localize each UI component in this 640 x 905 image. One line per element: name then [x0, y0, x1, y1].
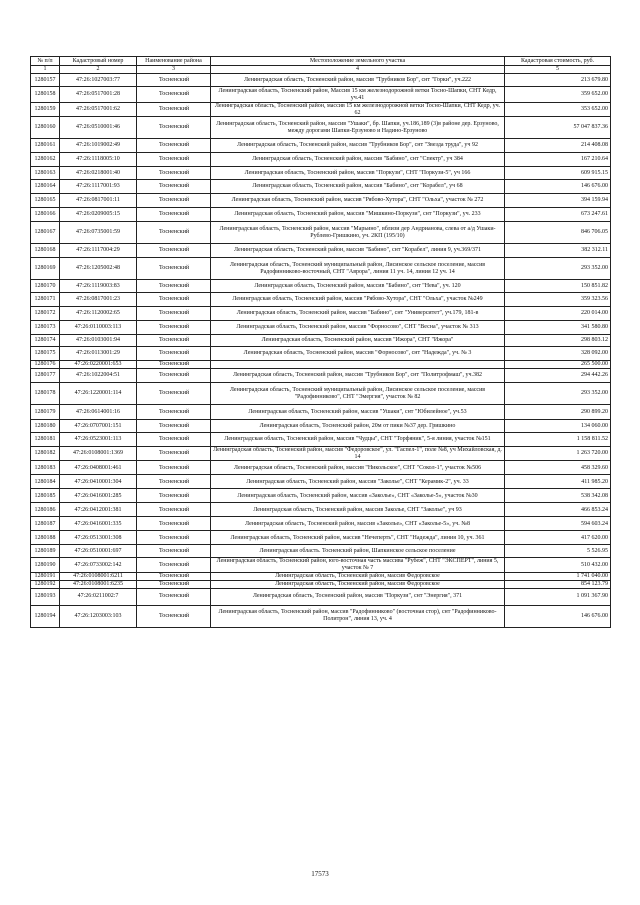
- column-index-1: 1: [31, 66, 60, 74]
- cadastral-value-cell: 510 432.00: [505, 558, 611, 572]
- district-name-cell: Тосненский: [137, 321, 211, 335]
- row-number-cell: 1280177: [31, 369, 60, 383]
- district-name-cell: Тосненский: [137, 293, 211, 307]
- cadastral-number-cell: 47:26:0110003:113: [60, 321, 137, 335]
- location-cell: Ленинградская область, Тосненский район, массив "Бабино", снт "Спектр", уч 384: [211, 153, 505, 167]
- district-name-cell: Тосненский: [137, 335, 211, 347]
- location-cell: [211, 361, 505, 369]
- district-name-cell: Тосненский: [137, 588, 211, 605]
- district-name-cell: Тосненский: [137, 244, 211, 258]
- cadastral-value-cell: 1 741 040.00: [505, 572, 611, 580]
- district-name-cell: Тосненский: [137, 461, 211, 475]
- table-row: [31, 588, 611, 605]
- district-name-cell: Тосненский: [137, 87, 211, 103]
- cadastral-number-cell: 47:26:0113001:29: [60, 347, 137, 361]
- table-header-row: [31, 57, 611, 66]
- table-row: [31, 531, 611, 545]
- cadastral-number-cell: 47:26:0408001:461: [60, 461, 137, 475]
- cadastral-value-cell: 538 342.08: [505, 489, 611, 503]
- row-number-cell: 1280194: [31, 605, 60, 627]
- row-number-cell: 1280174: [31, 335, 60, 347]
- district-name-cell: Тосненский: [137, 194, 211, 208]
- location-cell: Ленинградская область, Тосненский район, массив "Радофинниково" (восточная стор), снт "Радофинниково-Политрон", линия 13, уч. 4: [211, 605, 505, 627]
- table-row: [31, 361, 611, 369]
- location-cell: Ленинградская область, Тосненский район, массив "Мишкино-Поркузи", снт "Поркузи", уч. 233: [211, 208, 505, 222]
- table-row: [31, 447, 611, 461]
- location-cell: Ленинградская область, Тосненский район, массив "Чудцы", СНТ "Торфяник", 5-я линия, участок №151: [211, 433, 505, 447]
- table-row: [31, 489, 611, 503]
- cadastral-number-cell: 47:26:0410001:304: [60, 475, 137, 489]
- district-name-cell: Тосненский: [137, 74, 211, 87]
- district-name-cell: Тосненский: [137, 208, 211, 222]
- row-number-cell: 1280160: [31, 117, 60, 139]
- cadastral-value-cell: 214 408.08: [505, 139, 611, 153]
- district-name-cell: Тосненский: [137, 307, 211, 321]
- cadastral-value-cell: 382 312.11: [505, 244, 611, 258]
- cadastral-value-cell: 673 247.61: [505, 208, 611, 222]
- row-number-cell: 1280192: [31, 580, 60, 588]
- location-cell: Ленинградская область, Тосненский район, массив Федоровское: [211, 580, 505, 588]
- district-name-cell: Тосненский: [137, 545, 211, 558]
- location-cell: Ленинградская область, Тосненский район, массив Заколье, СНТ "Заколье", уч 93: [211, 503, 505, 517]
- location-cell: Ленинградская область, Тосненский муниципальный район, Лисинское сельское поселение, массив Радофинниково-восточный, СНТ "Аврора", линия 11 уч. 14, линия 12 уч. 14: [211, 258, 505, 280]
- cadastral-number-cell: 47:26:0707001:151: [60, 420, 137, 433]
- table-row: [31, 517, 611, 531]
- row-number-cell: 1280168: [31, 244, 60, 258]
- cadastral-number-cell: 47:26:1220001:114: [60, 383, 137, 405]
- cadastral-value-cell: 294 442.26: [505, 369, 611, 383]
- cadastral-value-cell: 167 210.64: [505, 153, 611, 167]
- district-name-cell: Тосненский: [137, 139, 211, 153]
- location-cell: Ленинградская область, Тосненский район, массив "Бабино", снт "Корабел", уч 68: [211, 180, 505, 194]
- row-number-cell: 1280189: [31, 545, 60, 558]
- cadastral-number-cell: 47:26:1022004:51: [60, 369, 137, 383]
- cadastral-number-cell: 47:26:0510001:46: [60, 117, 137, 139]
- row-number-cell: 1280179: [31, 405, 60, 420]
- cadastral-number-cell: 47:26:0510001:697: [60, 545, 137, 558]
- cadastral-value-cell: 359 652.00: [505, 87, 611, 103]
- location-cell: Ленинградская область, Тосненский район, массив «Заколье», СНТ «Заколье-5», уч. №8: [211, 517, 505, 531]
- cadastral-number-cell: 47:26:1019002:49: [60, 139, 137, 153]
- table-row: [31, 605, 611, 627]
- cadastral-number-cell: 47:26:0733002:142: [60, 558, 137, 572]
- row-number-cell: 1280186: [31, 503, 60, 517]
- district-name-cell: Тосненский: [137, 489, 211, 503]
- cadastral-value-cell: 417 620.00: [505, 531, 611, 545]
- location-cell: Ленинградская область, Тосненский район, массив "Бабино", снт "Корабел", линия 9, уч.369/371: [211, 244, 505, 258]
- cadastral-number-cell: 47:26:0218001:40: [60, 167, 137, 180]
- header-cadastral-value: Кадастровая стоимость, руб.: [505, 57, 611, 66]
- location-cell: Ленинградская область, Тосненский район, массив "Марьино", вблизи дер Андрианова, слева от а/д Ушаки-Рублево-Гришкино, уч. 2КП (195/10): [211, 222, 505, 244]
- cadastral-value-cell: 1 263 720.00: [505, 447, 611, 461]
- location-cell: Ленинградская область, Тосненский район, массив «Заколье», СНТ «Заколье-5», участок №30: [211, 489, 505, 503]
- location-cell: Ленинградская область, Тосненский район, массив "Федоровское", ул. "Гаспел-1", поле №8, уч Михайловская, д. 14: [211, 447, 505, 461]
- location-cell: Ленинградская область, Тосненский район, массив "Заколье", СНТ "Керамик-2", уч. 33: [211, 475, 505, 489]
- row-number-cell: 1280161: [31, 139, 60, 153]
- cadastral-number-cell: 47:26:0523001:113: [60, 433, 137, 447]
- column-index-3: 3: [137, 66, 211, 74]
- location-cell: Ленинградская область, Тосненский район, массив "Рябово-Хутора", СНТ "Ольха", участок № 272: [211, 194, 505, 208]
- cadastral-number-cell: 47:26:0614001:16: [60, 405, 137, 420]
- cadastral-value-cell: 846 706.05: [505, 222, 611, 244]
- column-index-5: 5: [505, 66, 611, 74]
- table-row: [31, 103, 611, 117]
- district-name-cell: Тосненский: [137, 280, 211, 293]
- table-row: [31, 420, 611, 433]
- table-row: [31, 74, 611, 87]
- district-name-cell: Тосненский: [137, 222, 211, 244]
- district-name-cell: Тосненский: [137, 420, 211, 433]
- location-cell: Ленинградская область. Тосненский район, Шапкинское сельское поселение: [211, 545, 505, 558]
- row-number-cell: 1280171: [31, 293, 60, 307]
- table-row: [31, 433, 611, 447]
- row-number-cell: 1280184: [31, 475, 60, 489]
- row-number-cell: 1280193: [31, 588, 60, 605]
- cadastral-number-cell: 47:26:1205002:48: [60, 258, 137, 280]
- district-name-cell: Тосненский: [137, 383, 211, 405]
- row-number-cell: 1280190: [31, 558, 60, 572]
- cadastral-value-cell: 341 580.80: [505, 321, 611, 335]
- cadastral-value-cell: 298 803.12: [505, 335, 611, 347]
- table-row: [31, 208, 611, 222]
- row-number-cell: 1280176: [31, 361, 60, 369]
- row-number-cell: 1280175: [31, 347, 60, 361]
- district-name-cell: Тосненский: [137, 369, 211, 383]
- row-number-cell: 1280181: [31, 433, 60, 447]
- district-name-cell: Тосненский: [137, 258, 211, 280]
- table-row: [31, 117, 611, 139]
- cadastral-number-cell: 47:26:0517001:28: [60, 87, 137, 103]
- district-name-cell: Тосненский: [137, 433, 211, 447]
- table-row: [31, 280, 611, 293]
- table-row: [31, 153, 611, 167]
- cadastral-value-cell: 466 853.24: [505, 503, 611, 517]
- location-cell: Ленинградская область, Тосненский район, массив Федоровское: [211, 572, 505, 580]
- cadastral-value-cell: 134 060.00: [505, 420, 611, 433]
- cadastral-number-cell: 47:26:0412001:381: [60, 503, 137, 517]
- location-cell: Ленинградская область, Тосненский район, массив "Ушаки", снт "Юбилейное", уч.53: [211, 405, 505, 420]
- cadastral-value-cell: 220 014.00: [505, 307, 611, 321]
- location-cell: Ленинградская область, Тосненский район, массив "Ижора", СНТ "Ижора": [211, 335, 505, 347]
- table-row: [31, 558, 611, 572]
- cadastral-value-cell: 57 047 837.36: [505, 117, 611, 139]
- cadastral-number-cell: 47:26:0735001:59: [60, 222, 137, 244]
- cadastral-value-cell: 411 985.20: [505, 475, 611, 489]
- district-name-cell: Тосненский: [137, 605, 211, 627]
- location-cell: Ленинградская область, Тосненский район, массив "Трубников Бор", снт "Звезда труда", уч 92: [211, 139, 505, 153]
- district-name-cell: Тосненский: [137, 405, 211, 420]
- table-row: [31, 194, 611, 208]
- row-number-cell: 1280172: [31, 307, 60, 321]
- cadastral-value-cell: 213 679.80: [505, 74, 611, 87]
- cadastral-value-cell: 458 329.60: [505, 461, 611, 475]
- location-cell: Ленинградская область, Тосненский район, массив "Трубников Бор", снт "Горки", уч.222: [211, 74, 505, 87]
- district-name-cell: Тосненский: [137, 580, 211, 588]
- row-number-cell: 1280166: [31, 208, 60, 222]
- table-row: [31, 405, 611, 420]
- header-number: № п/п: [31, 57, 60, 66]
- district-name-cell: Тосненский: [137, 361, 211, 369]
- cadastral-number-cell: 47:26:0108001:1369: [60, 447, 137, 461]
- row-number-cell: 1280164: [31, 180, 60, 194]
- cadastral-value-cell: 854 123.79: [505, 580, 611, 588]
- row-number-cell: 1280183: [31, 461, 60, 475]
- location-cell: Ленинградская область, Тосненский район, массив 15 км железнодорожной ветки Тосно-Шапки, СНТ Кедр, уч. 62: [211, 103, 505, 117]
- cadastral-value-cell: 1 091 367.90: [505, 588, 611, 605]
- table-body: [31, 74, 611, 628]
- row-number-cell: 1280157: [31, 74, 60, 87]
- cadastral-value-cell: 146 676.00: [505, 605, 611, 627]
- cadastral-value-table: [30, 56, 611, 628]
- table-row: [31, 475, 611, 489]
- table-row: [31, 258, 611, 280]
- cadastral-value-cell: 293 352.00: [505, 383, 611, 405]
- table-row: [31, 503, 611, 517]
- table-row: [31, 180, 611, 194]
- cadastral-value-cell: 293 352.00: [505, 258, 611, 280]
- table-row: [31, 461, 611, 475]
- row-number-cell: 1280182: [31, 447, 60, 461]
- cadastral-number-cell: 47:26:0108001:6211: [60, 572, 137, 580]
- row-number-cell: 1280167: [31, 222, 60, 244]
- cadastral-value-cell: 328 092.00: [505, 347, 611, 361]
- location-cell: Ленинградская область, Тосненский район, массив "Бабино", снт "Университет", уч.179, 181-в: [211, 307, 505, 321]
- location-cell: Ленинградская область, Тосненский район, массив "Поркузи", снт "Энергия", 371: [211, 588, 505, 605]
- cadastral-value-cell: 150 851.82: [505, 280, 611, 293]
- row-number-cell: 1280169: [31, 258, 60, 280]
- cadastral-value-cell: 265 500.00: [505, 361, 611, 369]
- table-row: [31, 87, 611, 103]
- cadastral-value-cell: 146 676.00: [505, 180, 611, 194]
- district-name-cell: Тосненский: [137, 447, 211, 461]
- cadastral-number-cell: 47:26:0817001:23: [60, 293, 137, 307]
- cadastral-number-cell: 47:26:1119003:83: [60, 280, 137, 293]
- table-row: [31, 572, 611, 580]
- cadastral-number-cell: 47:26:0416001:285: [60, 489, 137, 503]
- location-cell: Ленинградская область, Тосненский район, массив "Рябово-Хутора", СНТ "Ольха", участок №249: [211, 293, 505, 307]
- location-cell: Ленинградская область, Тосненский район, 20м от пики №37 дер. Гришкино: [211, 420, 505, 433]
- district-name-cell: Тосненский: [137, 517, 211, 531]
- row-number-cell: 1280185: [31, 489, 60, 503]
- cadastral-number-cell: 47:26:0416001:335: [60, 517, 137, 531]
- row-number-cell: 1280173: [31, 321, 60, 335]
- cadastral-value-cell: 594 603.24: [505, 517, 611, 531]
- district-name-cell: Тосненский: [137, 153, 211, 167]
- page-number: 17573: [311, 870, 329, 878]
- table-row: [31, 369, 611, 383]
- cadastral-number-cell: 47:26:0103001:94: [60, 335, 137, 347]
- table-row: [31, 307, 611, 321]
- cadastral-number-cell: 47:26:1118005:10: [60, 153, 137, 167]
- header-cadastral-number: Кадастровый номер: [60, 57, 137, 66]
- cadastral-number-cell: 47:26:0209005:15: [60, 208, 137, 222]
- table-row: [31, 244, 611, 258]
- district-name-cell: Тосненский: [137, 531, 211, 545]
- row-number-cell: 1280158: [31, 87, 60, 103]
- cadastral-number-cell: 47:26:0817001:11: [60, 194, 137, 208]
- cadastral-value-cell: 359 323.56: [505, 293, 611, 307]
- table-column-index-row: [31, 66, 611, 74]
- location-cell: Ленинградская область, Тосненский район, Массив 15 км железнодорожной ветки Тосно-Шапки, СНТ Кедр, уч.41: [211, 87, 505, 103]
- row-number-cell: 1280188: [31, 531, 60, 545]
- district-name-cell: Тосненский: [137, 347, 211, 361]
- location-cell: Ленинградская область, Тосненский муниципальный район, Лисинское сельское поселение, массив "Радофинниково", СНТ "Эмергия", участок № 82: [211, 383, 505, 405]
- row-number-cell: 1280178: [31, 383, 60, 405]
- header-district-name: Наименование района: [137, 57, 211, 66]
- cadastral-value-cell: 290 899.20: [505, 405, 611, 420]
- cadastral-value-cell: 609 915.15: [505, 167, 611, 180]
- table-row: [31, 347, 611, 361]
- cadastral-value-cell: 394 159.94: [505, 194, 611, 208]
- cadastral-value-cell: 5 526.95: [505, 545, 611, 558]
- district-name-cell: Тосненский: [137, 503, 211, 517]
- location-cell: Ленинградская область, Тосненский район, массив "Форносово", снт "Надежда", уч. № 3: [211, 347, 505, 361]
- cadastral-number-cell: 47:26:0108001:6235: [60, 580, 137, 588]
- district-name-cell: Тосненский: [137, 558, 211, 572]
- cadastral-number-cell: 47:26:1117004:29: [60, 244, 137, 258]
- table-row: [31, 383, 611, 405]
- row-number-cell: 1280165: [31, 194, 60, 208]
- location-cell: Ленинградская область, Тосненский район, массив "Форносово", СНТ "Весна", участок № 313: [211, 321, 505, 335]
- location-cell: Ленинградская область, Тосненский район, массив "Никольское", СНТ "Сокол-1", участок №506: [211, 461, 505, 475]
- table-row: [31, 335, 611, 347]
- location-cell: Ленинградская область, Тосненский район, массив "Трубников Бор", снт "Политрофмаш", уч.382: [211, 369, 505, 383]
- district-name-cell: Тосненский: [137, 180, 211, 194]
- location-cell: Ленинградская область, Тосненский район, массив "Поркузи", СНТ "Поркузи-5", уч 166: [211, 167, 505, 180]
- row-number-cell: 1280180: [31, 420, 60, 433]
- table-row: [31, 167, 611, 180]
- column-index-4: 4: [211, 66, 505, 74]
- table-row: [31, 222, 611, 244]
- location-cell: Ленинградская область, Тосненский район, массив "Нечеперть", СНТ "Надежда", линия 10, уч. 361: [211, 531, 505, 545]
- row-number-cell: 1280159: [31, 103, 60, 117]
- cadastral-value-cell: 1 158 811.52: [505, 433, 611, 447]
- table-row: [31, 293, 611, 307]
- table-row: [31, 139, 611, 153]
- cadastral-number-cell: 47:26:0517001:62: [60, 103, 137, 117]
- table-row: [31, 321, 611, 335]
- cadastral-number-cell: 47:26:1027003:77: [60, 74, 137, 87]
- location-cell: Ленинградская область, Тосненский район, юго-восточная часть массива "Рубеж", СНТ "ЭКСПЕРТ", линия 5, участок № 7: [211, 558, 505, 572]
- column-index-2: 2: [60, 66, 137, 74]
- location-cell: Ленинградская область, Тосненский район, массив "Бабино", снт "Нева", уч. 120: [211, 280, 505, 293]
- district-name-cell: Тосненский: [137, 103, 211, 117]
- header-location: Местоположение земельного участка: [211, 57, 505, 66]
- cadastral-number-cell: 47:26:1120002:65: [60, 307, 137, 321]
- location-cell: Ленинградская область, Тосненский район, массив "Ушаки", бр. Шапки, уч.186,189 (3)в районе дер. Ерзуново, между дорогами Шапки-Ерзуново и Надино-Ерзуново: [211, 117, 505, 139]
- cadastral-number-cell: 47:26:1203003:103: [60, 605, 137, 627]
- row-number-cell: 1280163: [31, 167, 60, 180]
- row-number-cell: 1280170: [31, 280, 60, 293]
- cadastral-number-cell: 47:26:1117001:93: [60, 180, 137, 194]
- district-name-cell: Тосненский: [137, 167, 211, 180]
- cadastral-number-cell: 47:26:0220001:653: [60, 361, 137, 369]
- cadastral-value-cell: 353 652.00: [505, 103, 611, 117]
- row-number-cell: 1280187: [31, 517, 60, 531]
- table-row: [31, 545, 611, 558]
- row-number-cell: 1280162: [31, 153, 60, 167]
- table-row: [31, 580, 611, 588]
- cadastral-number-cell: 47:26:0513001:308: [60, 531, 137, 545]
- district-name-cell: Тосненский: [137, 572, 211, 580]
- district-name-cell: Тосненский: [137, 117, 211, 139]
- cadastral-table-sheet: [30, 56, 610, 628]
- row-number-cell: 1280191: [31, 572, 60, 580]
- district-name-cell: Тосненский: [137, 475, 211, 489]
- cadastral-number-cell: 47:26:0211002:7: [60, 588, 137, 605]
